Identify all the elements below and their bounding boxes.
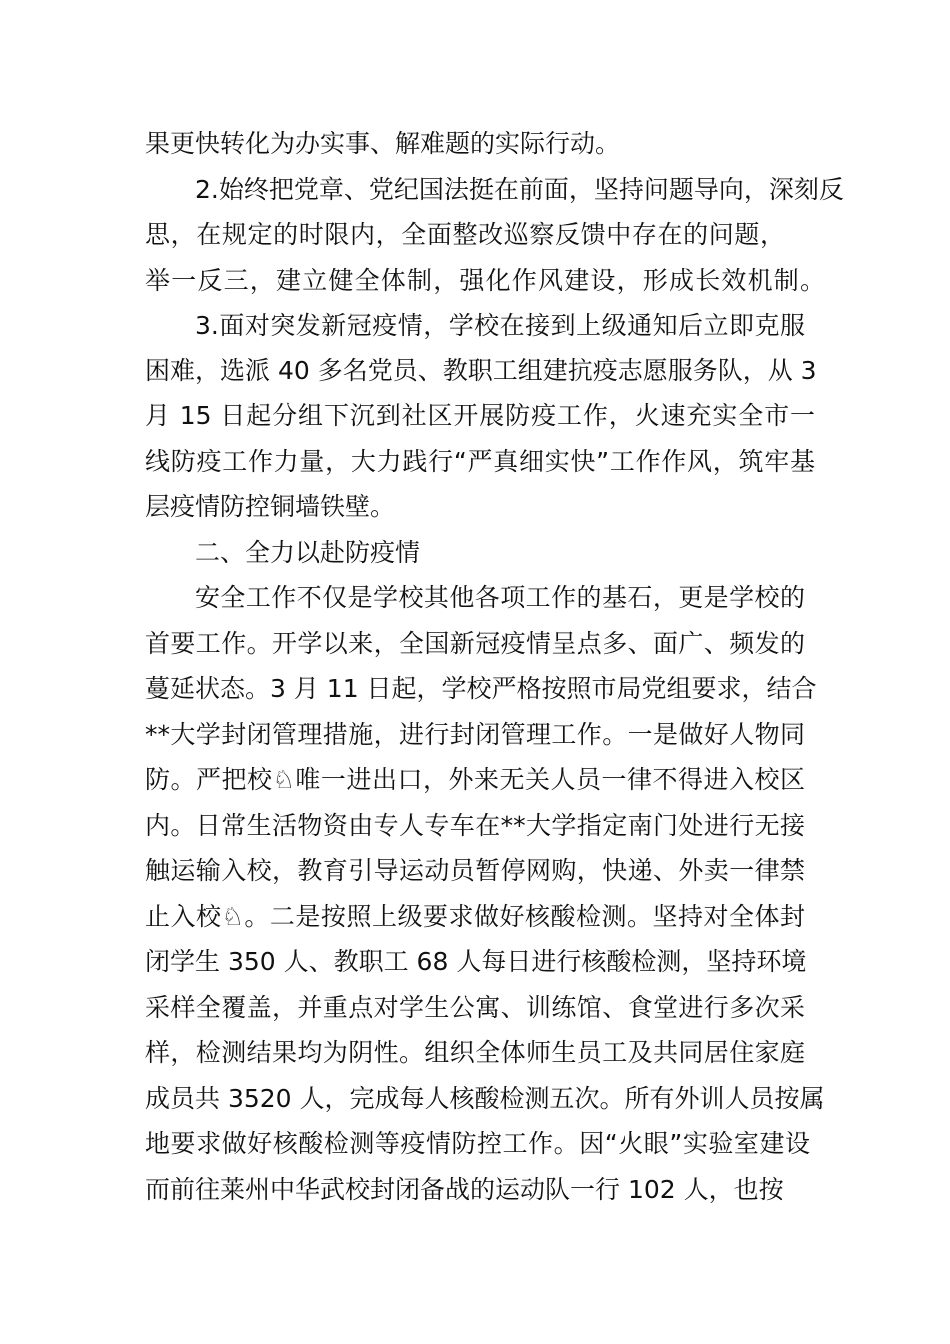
- section-heading: 二、全力以赴防疫情: [195, 538, 421, 567]
- text-line: 样，检测结果均为阴性。组织全体师生员工及共同居住家庭: [145, 1038, 805, 1067]
- text-line: 地要求做好核酸检测等疫情防控工作。因“火眼”实验室建设: [145, 1129, 810, 1158]
- text-line: 内。日常生活物资由专人专车在**大学指定南门处进行无接: [145, 811, 805, 840]
- text-line: 3.面对突发新冠疫情，学校在接到上级通知后立即克服: [195, 311, 805, 340]
- text-line: 举一反三，建立健全体制，强化作风建设，形成长效机制。: [145, 266, 825, 295]
- text-line: 思，在规定的时限内，全面整改巡察反馈中存在的问题，: [145, 220, 785, 249]
- text-line: 困难，选派 40 多名党员、教职工组建抗疫志愿服务队，从 3: [145, 356, 817, 385]
- text-line: 闭学生 350 人、教职工 68 人每日进行核酸检测，坚持环境: [145, 947, 807, 976]
- text-line: 而前往莱州中华武校封闭备战的运动队一行 102 人，也按: [145, 1175, 784, 1204]
- text-line: 月 15 日起分组下沉到社区开展防疫工作，火速充实全市一: [145, 401, 815, 430]
- text-line: 止入校♘。二是按照上级要求做好核酸检测。坚持对全体封: [145, 902, 805, 931]
- text-line: 蔓延状态。3 月 11 日起，学校严格按照市局党组要求，结合: [145, 674, 817, 703]
- text-line: 安全工作不仅是学校其他各项工作的基石，更是学校的: [195, 583, 805, 612]
- text-line: 果更快转化为办实事、解难题的实际行动。: [145, 129, 621, 158]
- text-line: 触运输入校，教育引导运动员暂停网购，快递、外卖一律禁: [145, 856, 805, 885]
- text-line: 2.始终把党章、党纪国法挺在前面，坚持问题导向，深刻反: [195, 175, 844, 204]
- text-line: **大学封闭管理措施，进行封闭管理工作。一是做好人物同: [145, 720, 805, 749]
- text-line: 首要工作。开学以来，全国新冠疫情呈点多、面广、频发的: [145, 629, 805, 658]
- text-line: 层疫情防控铜墙铁壁。: [145, 492, 396, 521]
- text-line: 防。严把校♘唯一进出口，外来无关人员一律不得进入校区: [145, 765, 805, 794]
- text-line: 成员共 3520 人，完成每人核酸检测五次。所有外训人员按属: [145, 1084, 825, 1113]
- text-line: 线防疫工作力量，大力践行“严真细实快”工作作风，筑牢基: [145, 447, 815, 476]
- text-line: 采样全覆盖，并重点对学生公寓、训练馆、食堂进行多次采: [145, 993, 805, 1022]
